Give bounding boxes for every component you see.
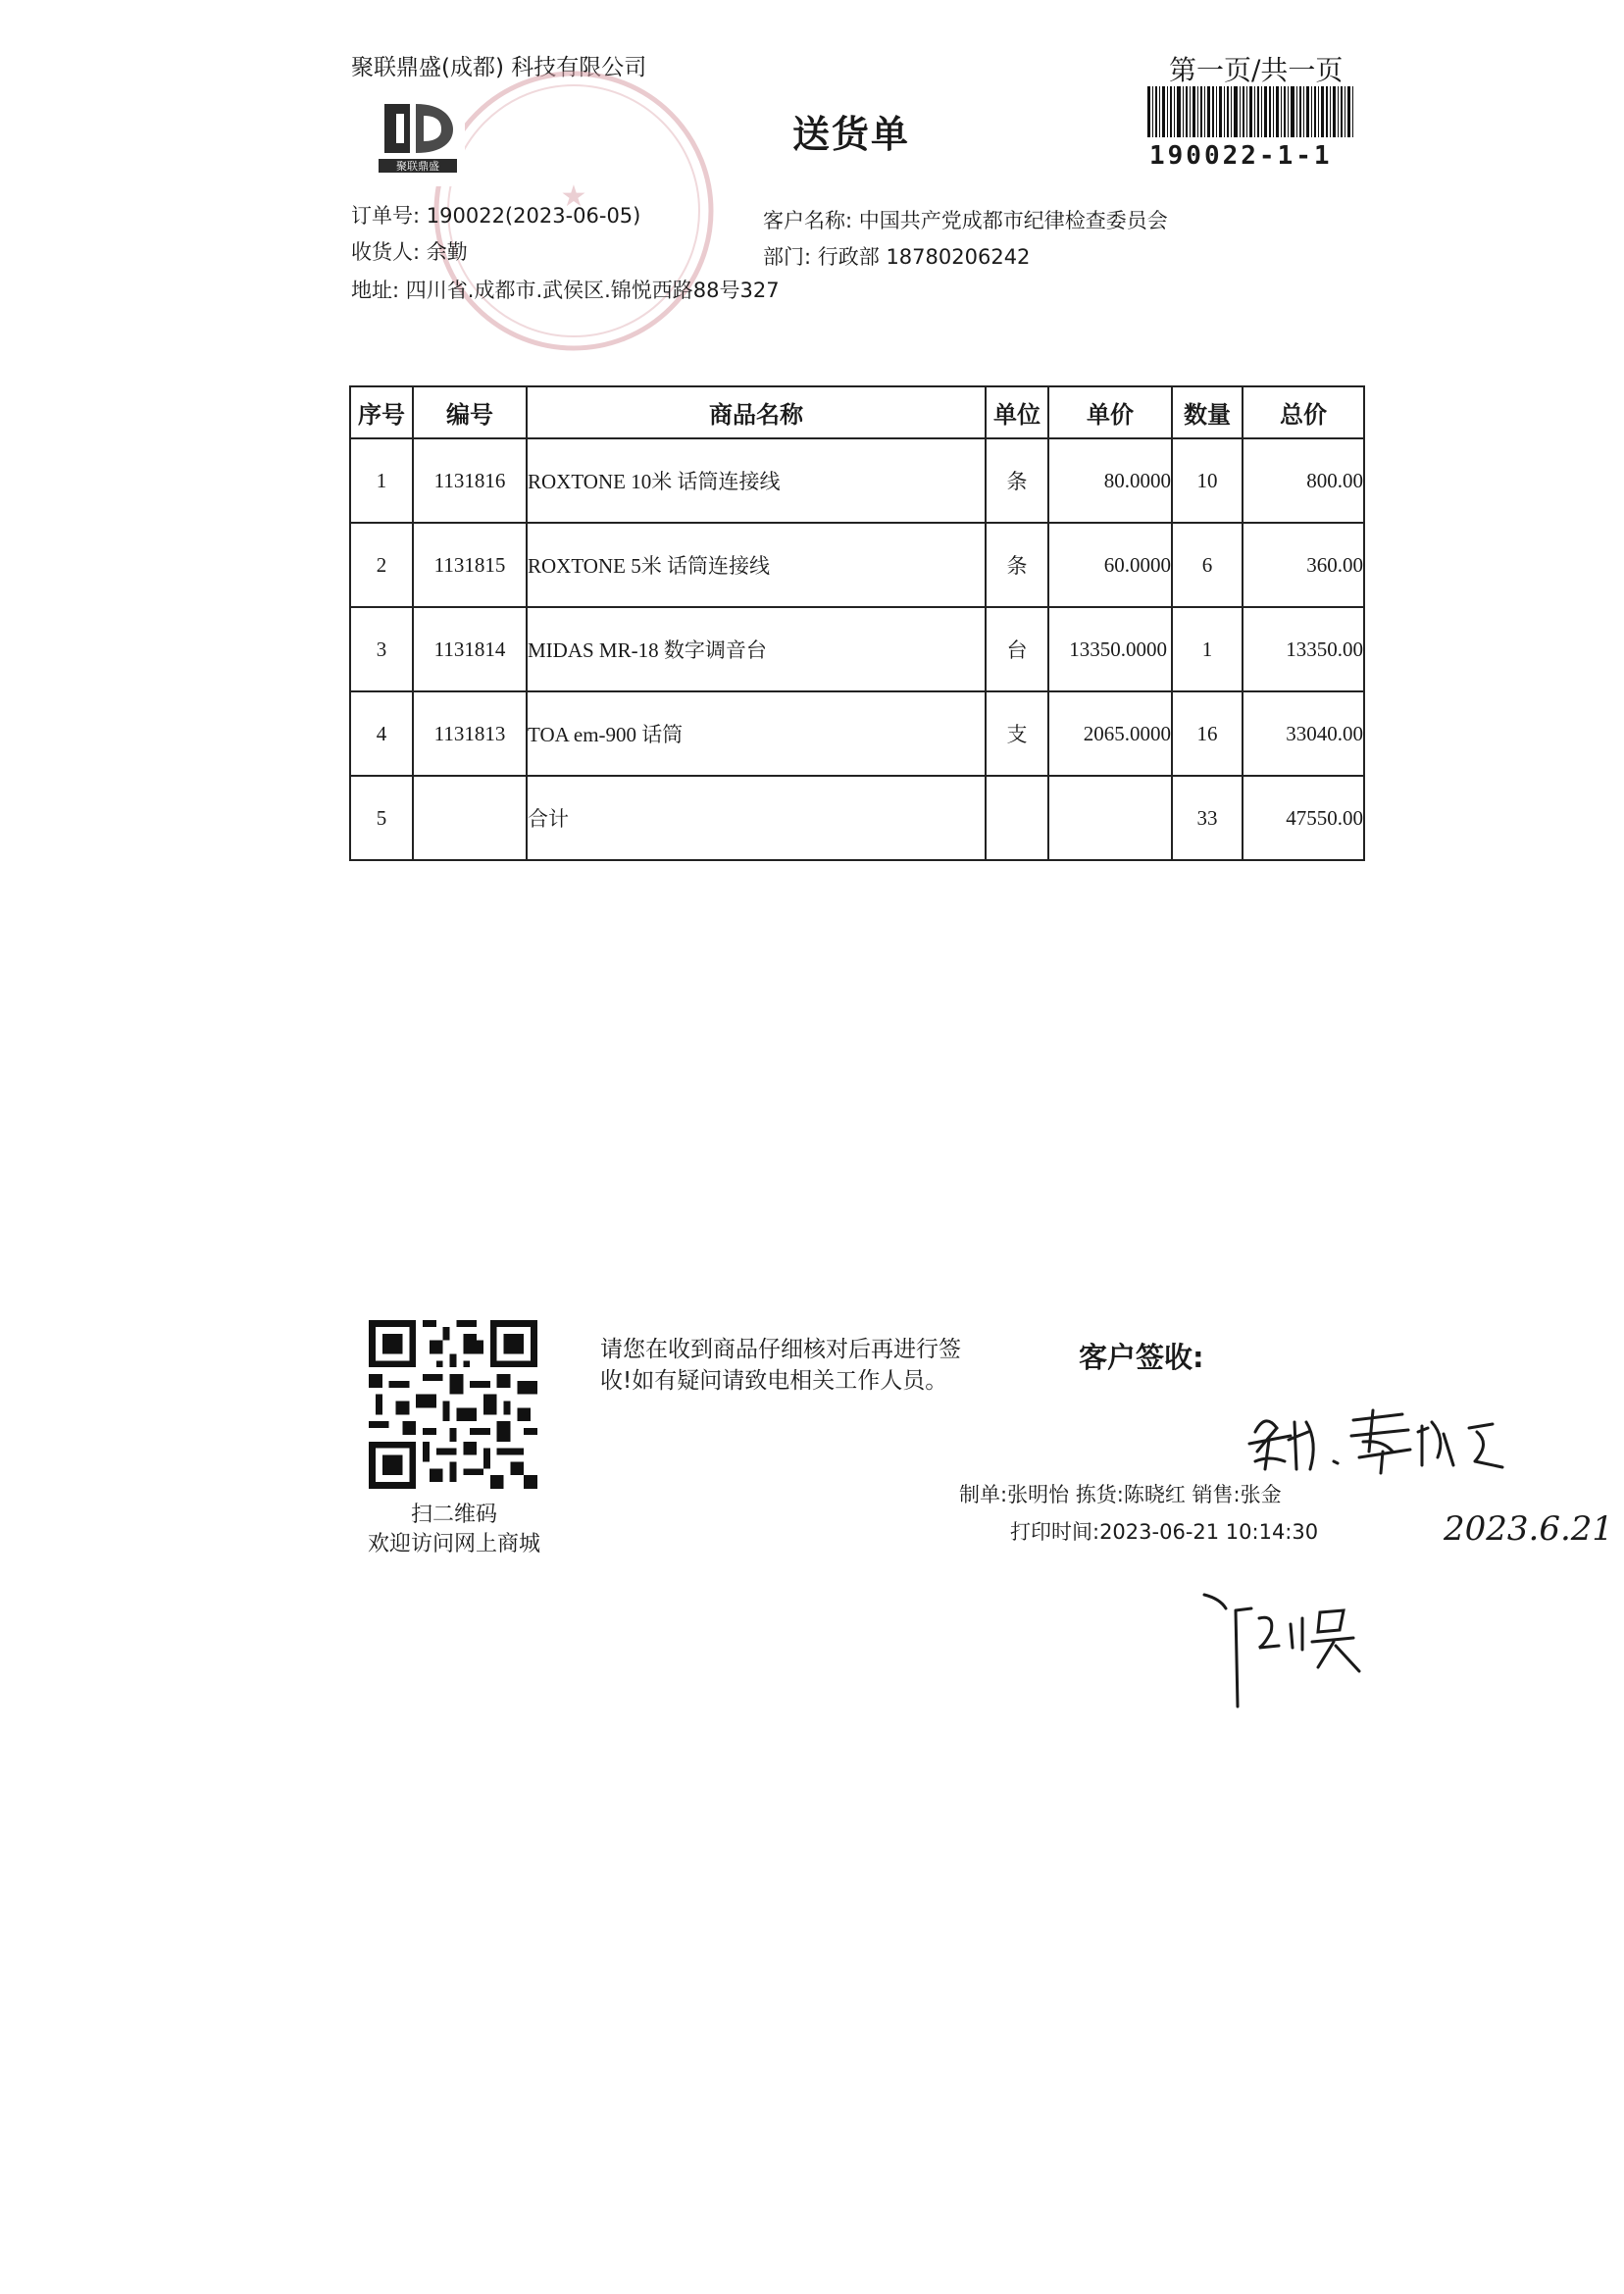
cell-code: 1131814 xyxy=(413,607,527,691)
cell-seq: 1 xyxy=(350,438,413,523)
page-info: 第一页/共一页 xyxy=(1169,54,1344,86)
col-header-name: 商品名称 xyxy=(527,386,986,438)
order-number xyxy=(351,200,640,229)
table-header-row xyxy=(350,386,1364,438)
cell-code: 1131815 xyxy=(413,523,527,607)
address-value: 四川省.成都市.武侯区.锦悦西路88号327 xyxy=(405,279,780,302)
col-header-code: 编号 xyxy=(413,386,527,438)
customer-label: 客户名称: xyxy=(763,209,853,232)
cell-qty: 6 xyxy=(1172,523,1243,607)
col-header-price: 单价 xyxy=(1048,386,1172,438)
company-logo xyxy=(371,92,465,186)
receiver-signature xyxy=(1196,1589,1432,1726)
qr-caption-line-2: 欢迎访问网上商城 xyxy=(367,1532,540,1556)
customer-sign-label: 客户签收: xyxy=(1079,1341,1204,1374)
document-title: 送货单 xyxy=(792,113,911,156)
col-header-unit: 单位 xyxy=(986,386,1048,438)
notice-text xyxy=(600,1334,1012,1397)
cell-code xyxy=(413,776,527,860)
company-name: 聚联鼎盛(成都) 科技有限公司 xyxy=(351,55,647,80)
cell-code: 1131813 xyxy=(413,691,527,776)
cell-name: ROXTONE 10米 话筒连接线 xyxy=(527,438,986,523)
col-header-total: 总价 xyxy=(1243,386,1364,438)
qr-caption xyxy=(351,1501,557,1559)
cell-price: 80.0000 xyxy=(1048,438,1172,523)
table-row xyxy=(350,607,1364,691)
signature-date: 2023.6.21 xyxy=(1444,1509,1614,1549)
cell-total: 800.00 xyxy=(1243,438,1364,523)
cell-total: 13350.00 xyxy=(1243,607,1364,691)
staff-info: 制单:张明怡 拣货:陈晓红 销售:张金 xyxy=(959,1483,1282,1506)
col-header-seq: 序号 xyxy=(350,386,413,438)
cell-seq: 4 xyxy=(350,691,413,776)
receiver-value: 余勤 xyxy=(426,240,468,264)
order-value: 190022(2023-06-05) xyxy=(426,204,641,228)
qr-code[interactable] xyxy=(365,1320,541,1489)
cell-qty: 33 xyxy=(1172,776,1243,860)
cell-total: 33040.00 xyxy=(1243,691,1364,776)
svg-text:★: ★ xyxy=(560,179,587,214)
cell-name: 合计 xyxy=(527,776,986,860)
table-row xyxy=(350,438,1364,523)
receiver-label: 收货人: xyxy=(351,240,421,264)
cell-unit: 条 xyxy=(986,438,1048,523)
customer-name xyxy=(763,205,1168,234)
cell-seq: 3 xyxy=(350,607,413,691)
barcode-number: 190022-1-1 xyxy=(1149,141,1333,171)
cell-seq: 2 xyxy=(350,523,413,607)
print-time: 打印时间:2023-06-21 10:14:30 xyxy=(1010,1520,1319,1544)
cell-name: ROXTONE 5米 话筒连接线 xyxy=(527,523,986,607)
address xyxy=(351,275,780,304)
cell-name: MIDAS MR-18 数字调音台 xyxy=(527,607,986,691)
cell-qty: 16 xyxy=(1172,691,1243,776)
dept-value: 行政部 18780206242 xyxy=(817,245,1031,269)
notice-line-1: 请您在收到商品仔细核对后再进行签 xyxy=(600,1337,961,1362)
notice-line-2: 收!如有疑问请致电相关工作人员。 xyxy=(600,1368,948,1394)
cell-qty: 10 xyxy=(1172,438,1243,523)
cell-unit xyxy=(986,776,1048,860)
cell-price: 13350.0000 xyxy=(1048,607,1172,691)
table-row xyxy=(350,691,1364,776)
cell-unit: 条 xyxy=(986,523,1048,607)
cell-unit: 台 xyxy=(986,607,1048,691)
items-table xyxy=(349,385,1365,861)
qr-caption-line-1: 扫二维码 xyxy=(410,1503,497,1527)
department xyxy=(763,241,1030,271)
cell-total: 360.00 xyxy=(1243,523,1364,607)
receiver xyxy=(351,236,468,266)
cell-price: 60.0000 xyxy=(1048,523,1172,607)
cell-price xyxy=(1048,776,1172,860)
dept-label: 部门: xyxy=(763,245,812,269)
cell-name: TOA em-900 话筒 xyxy=(527,691,986,776)
col-header-qty: 数量 xyxy=(1172,386,1243,438)
cell-qty: 1 xyxy=(1172,607,1243,691)
customer-value: 中国共产党成都市纪律检查委员会 xyxy=(858,209,1168,232)
order-label: 订单号: xyxy=(351,204,421,228)
barcode xyxy=(1147,86,1353,137)
cell-code: 1131816 xyxy=(413,438,527,523)
cell-price: 2065.0000 xyxy=(1048,691,1172,776)
cell-seq: 5 xyxy=(350,776,413,860)
address-label: 地址: xyxy=(351,279,400,302)
table-row xyxy=(350,523,1364,607)
logo-text: 聚联鼎盛 xyxy=(396,160,439,173)
cell-total: 47550.00 xyxy=(1243,776,1364,860)
table-total-row xyxy=(350,776,1364,860)
cell-unit: 支 xyxy=(986,691,1048,776)
